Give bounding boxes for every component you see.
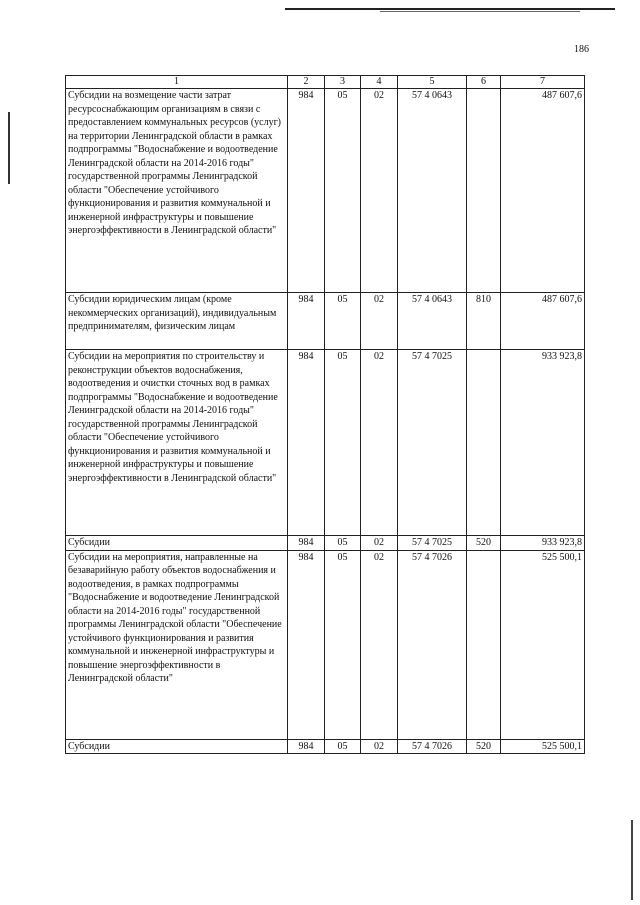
amount: 933 923,8 xyxy=(501,536,585,551)
section-code: 05 xyxy=(325,536,361,551)
scan-artifact-mark xyxy=(631,820,633,900)
amount: 525 500,1 xyxy=(501,739,585,754)
amount: 933 923,8 xyxy=(501,350,585,536)
table-row xyxy=(66,293,585,350)
grbs-code: 984 xyxy=(288,293,325,350)
subsection-code: 02 xyxy=(361,89,398,293)
table-row xyxy=(66,350,585,536)
expense-type-code: 520 xyxy=(467,739,501,754)
target-article-code: 57 4 0643 xyxy=(398,89,467,293)
column-header: 2 xyxy=(288,76,325,89)
subsection-code: 02 xyxy=(361,350,398,536)
amount: 525 500,1 xyxy=(501,550,585,739)
target-article-code: 57 4 0643 xyxy=(398,293,467,350)
subsection-code: 02 xyxy=(361,293,398,350)
subsection-code: 02 xyxy=(361,739,398,754)
expense-name: Субсидии юридическим лицам (кроме некоммерческих организаций), индивидуальным предпринимателям, физическим лицам xyxy=(66,293,288,350)
amount: 487 607,6 xyxy=(501,293,585,350)
section-code: 05 xyxy=(325,550,361,739)
column-header: 3 xyxy=(325,76,361,89)
grbs-code: 984 xyxy=(288,550,325,739)
column-header: 1 xyxy=(66,76,288,89)
section-code: 05 xyxy=(325,293,361,350)
expense-name: Субсидии на мероприятия по строительству и реконструкции объектов водоснабжения, водоотведения и очистки сточных вод в рамках подпрограммы "Водоснабжение и водоотведение Ленинградской области на 2014-2016 годы" государственной программы Ленинградской области "Обеспечение устойчивого функционирования и развития коммунальной и инженерной инфраструктуры и повышение энергоэффективности в Ленинградской области" xyxy=(66,350,288,536)
section-code: 05 xyxy=(325,350,361,536)
table-row xyxy=(66,89,585,293)
column-header: 6 xyxy=(467,76,501,89)
subsection-code: 02 xyxy=(361,550,398,739)
grbs-code: 984 xyxy=(288,89,325,293)
column-header: 5 xyxy=(398,76,467,89)
table-row xyxy=(66,550,585,739)
section-code: 05 xyxy=(325,739,361,754)
subsection-code: 02 xyxy=(361,536,398,551)
grbs-code: 984 xyxy=(288,536,325,551)
expense-type-code xyxy=(467,89,501,293)
target-article-code: 57 4 7025 xyxy=(398,350,467,536)
expense-name: Субсидии на возмещение части затрат ресурсоснабжающим организациям в связи с предоставлением коммунальных ресурсов (услуг) на территории Ленинградской области в рамках подпрограммы "Водоснабжение и водоотведение Ленинградской области на 2014-2016 годы" государственной программы Ленинградской области "Обеспечение устойчивого функционирования и развития коммунальной и инженерной инфраструктуры и повышение энергоэффективности в Ленинградской области" xyxy=(66,89,288,293)
table-row xyxy=(66,536,585,551)
expense-name: Субсидии xyxy=(66,739,288,754)
grbs-code: 984 xyxy=(288,739,325,754)
column-header: 4 xyxy=(361,76,398,89)
expense-type-code: 810 xyxy=(467,293,501,350)
expense-type-code xyxy=(467,550,501,739)
budget-table xyxy=(65,75,585,754)
target-article-code: 57 4 7026 xyxy=(398,739,467,754)
grbs-code: 984 xyxy=(288,350,325,536)
target-article-code: 57 4 7025 xyxy=(398,536,467,551)
section-code: 05 xyxy=(325,89,361,293)
scan-border-line xyxy=(380,11,580,12)
column-header: 7 xyxy=(501,76,585,89)
table-header-row xyxy=(66,76,585,89)
table-row xyxy=(66,739,585,754)
amount: 487 607,6 xyxy=(501,89,585,293)
scan-border-line xyxy=(285,8,615,10)
expense-type-code xyxy=(467,350,501,536)
target-article-code: 57 4 7026 xyxy=(398,550,467,739)
expense-name: Субсидии xyxy=(66,536,288,551)
expense-name: Субсидии на мероприятия, направленные на безаварийную работу объектов водоснабжения и водоотведения, в рамках подпрограммы "Водоснабжение и водоотведение Ленинградской области на 2014-2016 годы" государственной программы Ленинградской области "Обеспечение устойчивого функционирования и развития коммунальной и инженерной инфраструктуры и повышение энергоэффективности в Ленинградской области" xyxy=(66,550,288,739)
expense-type-code: 520 xyxy=(467,536,501,551)
page-number: 186 xyxy=(574,44,589,55)
scan-artifact-mark xyxy=(8,112,10,184)
